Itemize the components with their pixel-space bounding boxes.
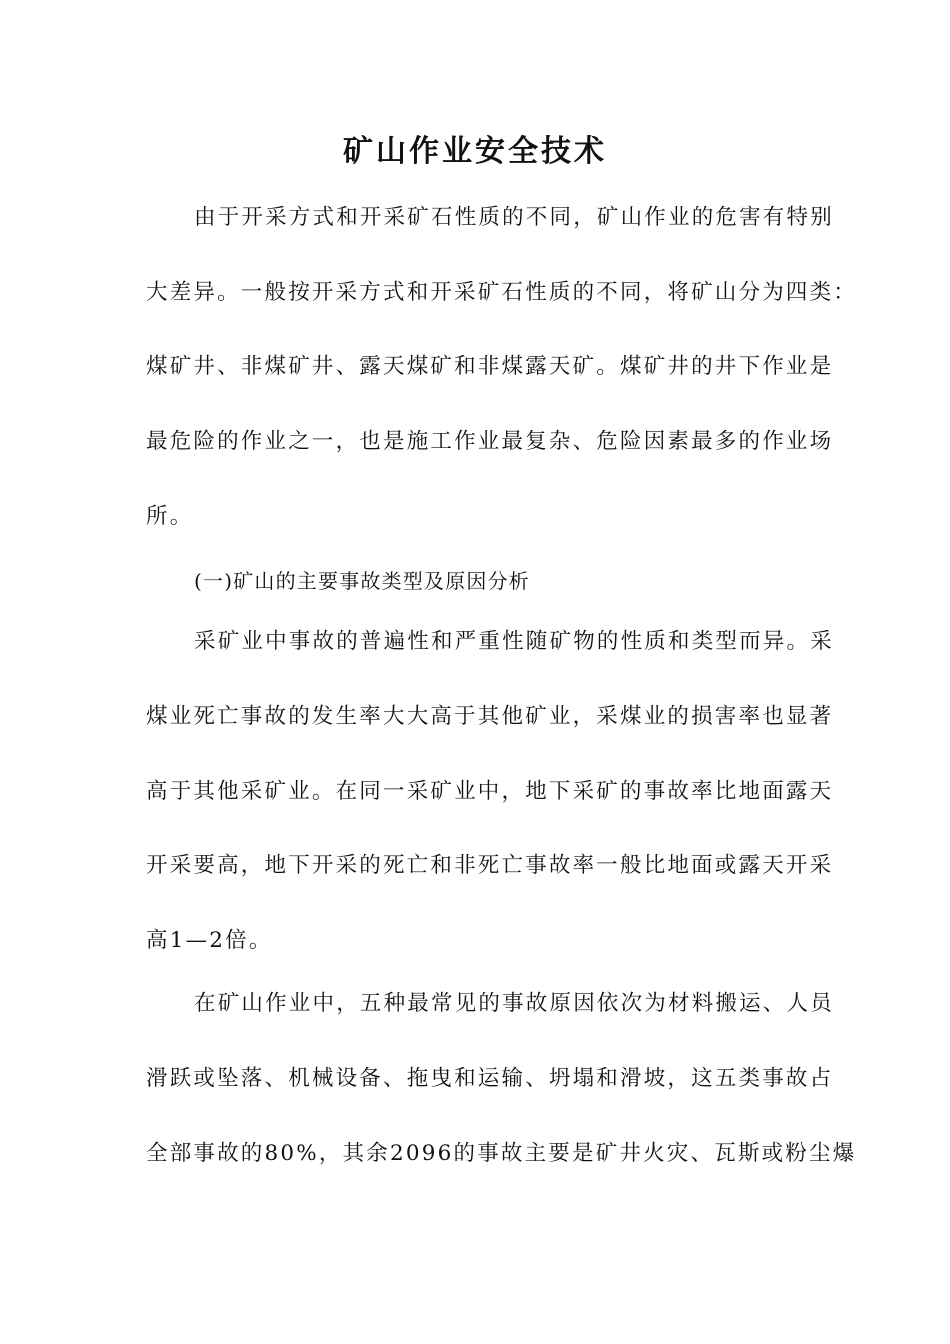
paragraph-3-line-2: 滑跃或坠落、机械设备、拖曳和运输、坍塌和滑坡，这五类事故占 [146,1066,834,1091]
paragraph-1-line-2: 大差异。一般按开采方式和开采矿石性质的不同，将矿山分为四类： [146,280,858,305]
paragraph-3-line-1: 在矿山作业中，五种最常见的事故原因依次为材料搬运、人员 [194,991,834,1016]
paragraph-1-line-5: 所。 [146,504,194,529]
paragraph-1-line-4: 最危险的作业之一，也是施工作业最复杂、危险因素最多的作业场 [146,429,834,454]
paragraph-2-line-1: 采矿业中事故的普遍性和严重性随矿物的性质和类型而异。采 [194,629,834,654]
paragraph-2-line-5: 高1—2倍。 [146,928,273,953]
paragraph-3-line-3: 全部事故的80%，其余2096的事故主要是矿井火灾、瓦斯或粉尘爆 [146,1141,857,1166]
paragraph-2-line-2: 煤业死亡事故的发生率大大高于其他矿业，采煤业的损害率也显著 [146,704,834,729]
paragraph-2-line-3: 高于其他采矿业。在同一采矿业中，地下采矿的事故率比地面露天 [146,779,834,804]
paragraph-1-line-1: 由于开采方式和开采矿石性质的不同，矿山作业的危害有特别 [194,205,834,230]
document-title: 矿山作业安全技术 [343,134,607,169]
section-heading: (一)矿山的主要事故类型及原因分析 [194,569,531,593]
paragraph-1-line-3: 煤矿井、非煤矿井、露天煤矿和非煤露天矿。煤矿井的井下作业是 [146,354,834,379]
paragraph-2-line-4: 开采要高，地下开采的死亡和非死亡事故率一般比地面或露天开采 [146,853,834,878]
